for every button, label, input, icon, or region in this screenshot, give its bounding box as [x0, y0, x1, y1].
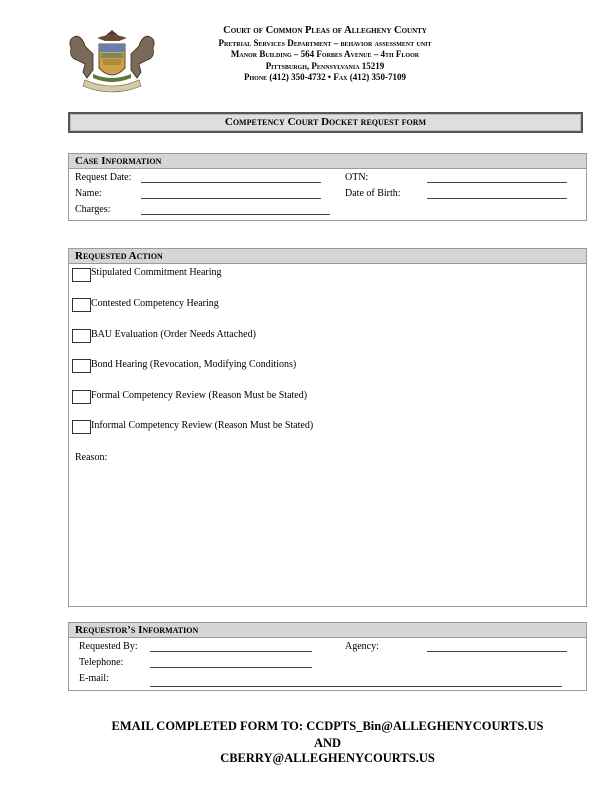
formal-competency-review-checkbox[interactable]: [72, 390, 91, 404]
court-name: Court of Common Pleas of Allegheny County: [223, 25, 427, 36]
email-field[interactable]: [150, 686, 562, 687]
name-label: Name:: [75, 188, 102, 199]
building-address: Manor Building – 564 Forbes Avenue – 4th Floor: [230, 49, 420, 59]
option-label: Bond Hearing (Revocation, Modifying Conditions): [91, 359, 297, 370]
pennsylvania-coat-of-arms-seal: [57, 28, 167, 98]
name-field[interactable]: [141, 198, 321, 199]
request-date-label: Request Date:: [75, 172, 132, 183]
telephone-field[interactable]: [150, 667, 312, 668]
form-title: Competency Court Docket request form: [224, 116, 427, 128]
stipulated-commitment-checkbox[interactable]: [72, 268, 91, 282]
case-information-section: [68, 153, 587, 221]
requestor-information-heading: Requestor’s Information: [69, 623, 586, 638]
requested-by-field[interactable]: [150, 651, 312, 652]
charges-label: Charges:: [75, 204, 111, 215]
charges-field[interactable]: [141, 214, 330, 215]
otn-label: OTN:: [345, 172, 369, 183]
reason-text-area[interactable]: [75, 466, 580, 600]
agency-label: Agency:: [345, 641, 379, 652]
case-information-heading: Case Information: [69, 154, 586, 169]
city-state-zip: Pittsburgh, Pennsylvania 15219: [265, 61, 385, 71]
submit-instructions-and: AND: [313, 736, 342, 750]
option-label: Contested Competency Hearing: [91, 298, 219, 309]
option-label: BAU Evaluation (Order Needs Attached): [91, 329, 256, 340]
informal-competency-review-checkbox[interactable]: [72, 420, 91, 434]
agency-field[interactable]: [427, 651, 567, 652]
reason-label: Reason:: [75, 452, 108, 463]
submit-instructions: EMAIL COMPLETED FORM TO: CCDPTS_Bin@ALLEGHENYCOURTS.US: [111, 719, 544, 733]
department-name: Pretrial Services Department – behavior assessment unit: [218, 38, 432, 48]
form-title-box: [68, 112, 583, 133]
telephone-label: Telephone:: [79, 657, 124, 668]
dob-label: Date of Birth:: [345, 188, 401, 199]
option-label: Stipulated Commitment Hearing: [91, 267, 222, 278]
otn-field[interactable]: [427, 182, 567, 183]
requested-by-label: Requested By:: [79, 641, 138, 652]
option-label: Formal Competency Review (Reason Must be Stated): [91, 390, 308, 401]
secondary-email: CBERRY@ALLEGHENYCOURTS.US: [220, 751, 435, 765]
contested-competency-checkbox[interactable]: [72, 298, 91, 312]
request-date-field[interactable]: [141, 182, 321, 183]
requested-action-heading: Requested Action: [69, 249, 586, 264]
email-label: E-mail:: [79, 673, 109, 684]
phone-fax: Phone (412) 350-4732 • Fax (412) 350-7109: [244, 72, 406, 82]
requestor-information-section: [68, 622, 587, 691]
option-label: Informal Competency Review (Reason Must be Stated): [91, 420, 314, 431]
dob-field[interactable]: [427, 198, 567, 199]
bond-hearing-checkbox[interactable]: [72, 359, 91, 373]
bau-evaluation-checkbox[interactable]: [72, 329, 91, 343]
